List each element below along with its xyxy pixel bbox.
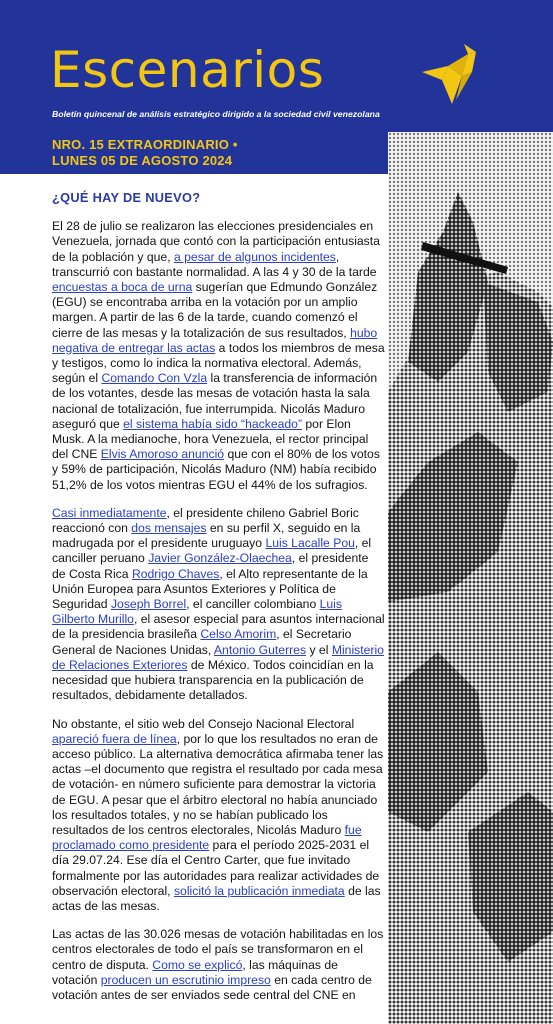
article-link[interactable]: Antonio Guterres (213, 642, 307, 657)
article-text: , transcurrió con bastante normalidad. A las 4 y 30 de la tarde (52, 249, 377, 279)
article-text: , el canciller colombiano (186, 597, 320, 612)
article-text: y el (306, 642, 332, 657)
issue-number: NRO. 15 EXTRAORDINARIO • (52, 137, 238, 152)
issue-date: LUNES 05 DE AGOSTO 2024 (52, 153, 233, 168)
article-paragraph (52, 717, 385, 915)
article-text: a todos los miembros de mesa y testigos, como lo indica la normativa electoral. Además, según el (52, 340, 385, 386)
origami-bird-icon (418, 42, 482, 110)
article-link[interactable]: apareció fuera de línea (52, 731, 177, 746)
article-link[interactable]: producen un escrutinio impreso (100, 972, 271, 987)
article-link[interactable]: Comando Con Vzla (101, 371, 208, 386)
article-text: en su perfil X, seguido en la madrugada por el presidente uruguayo (52, 521, 361, 551)
article-paragraph (52, 219, 385, 493)
article (52, 190, 385, 1016)
halftone-protest-photo (388, 132, 553, 1024)
article-link[interactable]: Ministerio de Relaciones Exteriores (52, 642, 384, 672)
article-text: que con el 80% de los votos y 59% de participación, Nicolás Maduro (NM) había recibido 51,2% de los votos mientras EGU el 44% de los sufragios. (52, 447, 380, 492)
masthead (0, 0, 553, 132)
article-text: por Elon Musk. A la medianoche, hora Venezuela, el rector principal del CNE (52, 416, 369, 462)
article-text: , el Alto representante de la Unión Europea para Asuntos Exteriores y Política de Seguridad (52, 566, 368, 612)
article-text: Las actas de las 30.026 mesas de votación habilitadas en los centros electorales de todo el país se transformaron en el centro de disputa. (52, 927, 384, 972)
article-link[interactable]: Javier González-Olaechea (148, 551, 292, 566)
article-text: , el presidente de Costa Rica (52, 551, 369, 581)
article-link[interactable]: dos mensajes (131, 521, 207, 536)
article-text: en cada centro de votación antes de ser enviados sede central del CNE en (52, 972, 372, 1002)
article-text: , las máquinas de votación (52, 957, 338, 987)
article-text: No obstante, el sitio web del Consejo Nacional Electoral (52, 716, 355, 731)
article-text: de México. Todos coincidían en la necesidad que hubiera transparencia en la publicación de resultados, debidamente detallados. (52, 657, 374, 703)
article-text: , el presidente chileno Gabriel Boric reaccionó con (52, 505, 359, 536)
issue-bar (0, 132, 388, 174)
newsletter-title: Escenarios (50, 41, 325, 99)
article-link[interactable]: Celso Amorim (200, 627, 277, 642)
article-link[interactable]: Elvis Amoroso anunció (100, 447, 225, 462)
article-text: , el asesor especial para asuntos internacional de la presidencia brasileña (52, 612, 385, 642)
article-body (52, 219, 385, 1003)
article-link[interactable]: Rodrigo Chaves (131, 566, 220, 581)
article-text: la transferencia de información de los votantes, desde las mesas de votación hasta la sala nacional de totalización, fue interrumpida. Nicolás Maduro aseguró que (52, 371, 378, 431)
article-paragraph (52, 927, 385, 1003)
article-paragraph (52, 506, 385, 704)
article-text: , por lo que los resultados no eran de acceso público. La alternativa democrática afirmaba tener las actas –el documento que registra el resultado por cada mesa de votación- en número suficiente para demostrar la victoria de EGU. A pesar que el árbitro electoral no había anunciado los resultados totales, y no se habían publicado los resultados de los centros electorales, Nicolás Maduro (52, 731, 384, 837)
article-link[interactable]: fue proclamado como presidente (52, 822, 362, 853)
article-link[interactable]: Casi inmediatamente (52, 505, 167, 520)
article-text: sugerían que Edmundo González (EGU) se encontraba arriba en la votación por un amplio margen. A partir de las 6 de la tarde, cuando comenzó el cierre de las mesas y la totalización de sus resultados, (52, 280, 378, 340)
article-link[interactable]: encuestas a boca de urna (52, 280, 193, 295)
article-link[interactable]: Luis Gilberto Murillo (52, 597, 342, 627)
article-link[interactable]: a pesar de algunos incidentes (173, 249, 336, 264)
article-link[interactable]: el sistema había sido “hackeado” (123, 416, 303, 431)
article-link[interactable]: Como se explicó (152, 957, 243, 972)
article-text: El 28 de julio se realizaron las elecciones presidenciales en Venezuela, jornada que contó con la participación entusiasta de la población y que, (52, 219, 380, 264)
article-link[interactable]: Joseph Borrel (110, 597, 187, 612)
article-text: , el Secretario General de Naciones Unidas, (52, 627, 352, 657)
article-text: , el canciller peruano (52, 536, 372, 566)
article-text: para el período 2025-2031 el día 29.07.24. Ese día el Centro Carter, que fue invitado formalmente por las autoridades para realizar actividades de observación electoral, (52, 838, 380, 898)
newsletter-tagline: Boletín quincenal de análisis estratégico dirigido a la sociedad civil venezolana (52, 109, 380, 119)
article-link[interactable]: solicitó la publicación inmediata (173, 883, 345, 898)
article-text: de las actas de las mesas. (52, 883, 381, 913)
section-heading: ¿QUÉ HAY DE NUEVO? (52, 190, 201, 205)
article-link[interactable]: hubo negativa de entregar las actas (52, 325, 378, 355)
article-link[interactable]: Luis Lacalle Pou (265, 536, 355, 551)
